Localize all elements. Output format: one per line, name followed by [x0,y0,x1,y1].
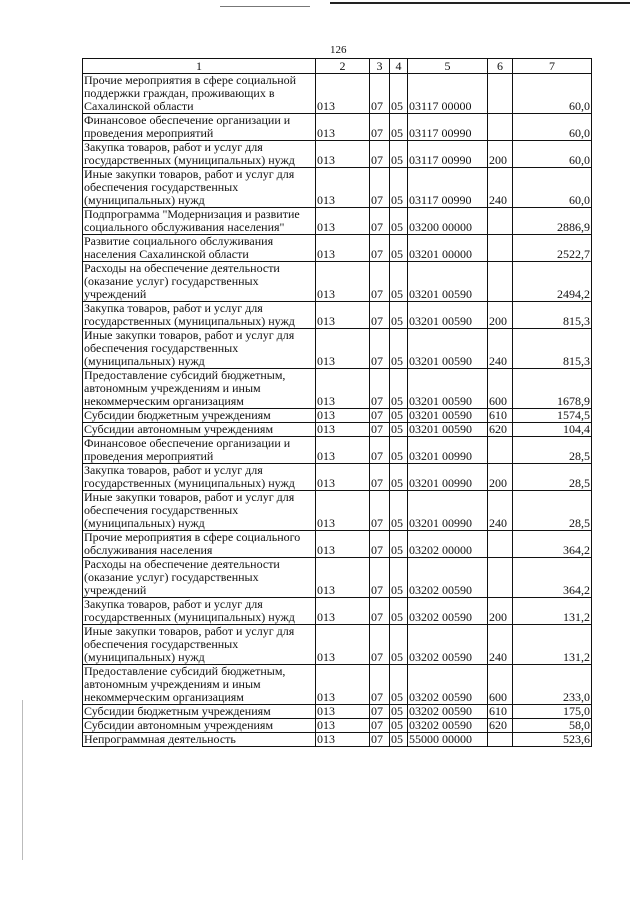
row-name: Непрограммная деятельность [83,733,316,747]
table-row [83,733,592,747]
ministry-code: 013 [316,437,370,464]
ministry-code: 013 [316,705,370,719]
target-article-code: 03117 00990 [408,141,488,168]
table-row [83,665,592,705]
table-row [83,625,592,665]
target-article-code: 03202 00590 [408,665,488,705]
amount: 28,5 [513,464,592,491]
table-row [83,598,592,625]
target-article-code: 03202 00590 [408,705,488,719]
row-name: Закупка товаров, работ и услуг для государственных (муниципальных) нужд [83,141,316,168]
ministry-code: 013 [316,598,370,625]
table-row [83,464,592,491]
ministry-code: 013 [316,409,370,423]
scan-edge-mark [22,700,23,860]
subsection-code: 05 [390,625,408,665]
subsection-code: 05 [390,491,408,531]
ministry-code: 013 [316,302,370,329]
row-name: Расходы на обеспечение деятельности (оказание услуг) государственных учреждений [83,558,316,598]
row-name: Развитие социального обслуживания населения Сахалинской области [83,235,316,262]
budget-table [82,58,592,747]
expense-type-code [488,262,513,302]
expense-type-code: 240 [488,329,513,369]
expense-type-code [488,558,513,598]
column-header: 1 [83,59,316,74]
ministry-code: 013 [316,719,370,733]
target-article-code: 03201 00590 [408,302,488,329]
amount: 1574,5 [513,409,592,423]
expense-type-code: 200 [488,598,513,625]
table-row [83,208,592,235]
target-article-code: 03201 00590 [408,369,488,409]
expense-type-code: 620 [488,423,513,437]
table-row [83,168,592,208]
expense-type-code: 200 [488,302,513,329]
amount: 815,3 [513,302,592,329]
table-row [83,531,592,558]
target-article-code: 03201 00590 [408,329,488,369]
expense-type-code: 240 [488,168,513,208]
table-row [83,74,592,114]
amount: 2522,7 [513,235,592,262]
row-name: Субсидии автономным учреждениям [83,423,316,437]
amount: 2886,9 [513,208,592,235]
amount: 1678,9 [513,369,592,409]
target-article-code: 03202 00590 [408,558,488,598]
row-name: Предоставление субсидий бюджетным, автономным учреждениям и иным некоммерческим организациям [83,369,316,409]
expense-type-code: 240 [488,625,513,665]
section-code: 07 [370,531,390,558]
ministry-code: 013 [316,558,370,598]
section-code: 07 [370,665,390,705]
row-name: Прочие мероприятия в сфере социальной поддержки граждан, проживающих в Сахалинской области [83,74,316,114]
section-code: 07 [370,719,390,733]
subsection-code: 05 [390,302,408,329]
table-body [83,74,592,747]
amount: 131,2 [513,598,592,625]
subsection-code: 05 [390,423,408,437]
expense-type-code: 600 [488,369,513,409]
row-name: Иные закупки товаров, работ и услуг для обеспечения государственных (муниципальных) нужд [83,491,316,531]
table-row [83,114,592,141]
expense-type-code [488,531,513,558]
header-row [83,59,592,74]
table-row [83,302,592,329]
amount: 523,6 [513,733,592,747]
row-name: Субсидии автономным учреждениям [83,719,316,733]
amount: 364,2 [513,558,592,598]
target-article-code: 03202 00590 [408,625,488,665]
subsection-code: 05 [390,665,408,705]
target-article-code: 03201 00990 [408,464,488,491]
subsection-code: 05 [390,235,408,262]
subsection-code: 05 [390,141,408,168]
section-code: 07 [370,423,390,437]
table-row [83,369,592,409]
table-row [83,719,592,733]
subsection-code: 05 [390,705,408,719]
expense-type-code [488,208,513,235]
expense-type-code [488,235,513,262]
section-code: 07 [370,705,390,719]
ministry-code: 013 [316,733,370,747]
subsection-code: 05 [390,329,408,369]
section-code: 07 [370,74,390,114]
row-name: Финансовое обеспечение организации и проведения мероприятий [83,114,316,141]
ministry-code: 013 [316,262,370,302]
subsection-code: 05 [390,437,408,464]
section-code: 07 [370,464,390,491]
table-row [83,409,592,423]
target-article-code: 03200 00000 [408,208,488,235]
row-name: Субсидии бюджетным учреждениям [83,705,316,719]
column-header: 7 [513,59,592,74]
subsection-code: 05 [390,464,408,491]
amount: 131,2 [513,625,592,665]
amount: 28,5 [513,437,592,464]
row-name: Закупка товаров, работ и услуг для государственных (муниципальных) нужд [83,302,316,329]
ministry-code: 013 [316,235,370,262]
expense-type-code [488,733,513,747]
ministry-code: 013 [316,625,370,665]
target-article-code: 03201 00590 [408,423,488,437]
target-article-code: 55000 00000 [408,733,488,747]
target-article-code: 03201 00590 [408,262,488,302]
subsection-code: 05 [390,719,408,733]
section-code: 07 [370,733,390,747]
row-name: Иные закупки товаров, работ и услуг для обеспечения государственных (муниципальных) нужд [83,168,316,208]
table-row [83,423,592,437]
table-row [83,437,592,464]
section-code: 07 [370,369,390,409]
row-name: Иные закупки товаров, работ и услуг для обеспечения государственных (муниципальных) нужд [83,329,316,369]
section-code: 07 [370,302,390,329]
target-article-code: 03201 00990 [408,491,488,531]
ministry-code: 013 [316,369,370,409]
amount: 815,3 [513,329,592,369]
section-code: 07 [370,437,390,464]
subsection-code: 05 [390,74,408,114]
section-code: 07 [370,329,390,369]
column-header: 3 [370,59,390,74]
column-header: 4 [390,59,408,74]
table-row [83,558,592,598]
amount: 58,0 [513,719,592,733]
subsection-code: 05 [390,409,408,423]
expense-type-code: 610 [488,409,513,423]
amount: 364,2 [513,531,592,558]
amount: 28,5 [513,491,592,531]
section-code: 07 [370,598,390,625]
subsection-code: 05 [390,733,408,747]
ministry-code: 013 [316,329,370,369]
amount: 175,0 [513,705,592,719]
section-code: 07 [370,141,390,168]
column-header: 5 [408,59,488,74]
section-code: 07 [370,168,390,208]
row-name: Расходы на обеспечение деятельности (оказание услуг) государственных учреждений [83,262,316,302]
ministry-code: 013 [316,491,370,531]
ministry-code: 013 [316,423,370,437]
section-code: 07 [370,262,390,302]
page-number: 126 [330,44,347,56]
section-code: 07 [370,409,390,423]
subsection-code: 05 [390,531,408,558]
target-article-code: 03201 00000 [408,235,488,262]
expense-type-code: 600 [488,665,513,705]
target-article-code: 03201 00990 [408,437,488,464]
expense-type-code: 610 [488,705,513,719]
target-article-code: 03202 00590 [408,598,488,625]
table-row [83,329,592,369]
row-name: Подпрограмма "Модернизация и развитие социального обслуживания населения" [83,208,316,235]
expense-type-code [488,114,513,141]
ministry-code: 013 [316,74,370,114]
target-article-code: 03117 00990 [408,168,488,208]
expense-type-code [488,437,513,464]
row-name: Предоставление субсидий бюджетным, автономным учреждениям и иным некоммерческим организациям [83,665,316,705]
target-article-code: 03201 00590 [408,409,488,423]
section-code: 07 [370,114,390,141]
ministry-code: 013 [316,114,370,141]
row-name: Иные закупки товаров, работ и услуг для обеспечения государственных (муниципальных) нужд [83,625,316,665]
section-code: 07 [370,558,390,598]
ministry-code: 013 [316,141,370,168]
target-article-code: 03117 00990 [408,114,488,141]
scan-border-line [220,6,310,7]
column-header: 6 [488,59,513,74]
expense-type-code: 200 [488,464,513,491]
section-code: 07 [370,625,390,665]
subsection-code: 05 [390,369,408,409]
subsection-code: 05 [390,168,408,208]
amount: 60,0 [513,114,592,141]
subsection-code: 05 [390,558,408,598]
target-article-code: 03202 00590 [408,719,488,733]
ministry-code: 013 [316,531,370,558]
target-article-code: 03202 00000 [408,531,488,558]
expense-type-code [488,74,513,114]
row-name: Закупка товаров, работ и услуг для государственных (муниципальных) нужд [83,464,316,491]
scan-border-line [330,2,630,4]
amount: 60,0 [513,74,592,114]
subsection-code: 05 [390,208,408,235]
section-code: 07 [370,208,390,235]
expense-type-code: 240 [488,491,513,531]
section-code: 07 [370,235,390,262]
subsection-code: 05 [390,598,408,625]
target-article-code: 03117 00000 [408,74,488,114]
table-row [83,235,592,262]
ministry-code: 013 [316,208,370,235]
expense-type-code: 620 [488,719,513,733]
subsection-code: 05 [390,114,408,141]
ministry-code: 013 [316,464,370,491]
section-code: 07 [370,491,390,531]
table-row [83,491,592,531]
amount: 2494,2 [513,262,592,302]
table-row [83,141,592,168]
amount: 233,0 [513,665,592,705]
row-name: Субсидии бюджетным учреждениям [83,409,316,423]
amount: 104,4 [513,423,592,437]
expense-type-code: 200 [488,141,513,168]
ministry-code: 013 [316,665,370,705]
table-row [83,705,592,719]
column-header: 2 [316,59,370,74]
row-name: Закупка товаров, работ и услуг для государственных (муниципальных) нужд [83,598,316,625]
row-name: Финансовое обеспечение организации и проведения мероприятий [83,437,316,464]
ministry-code: 013 [316,168,370,208]
amount: 60,0 [513,141,592,168]
table-row [83,262,592,302]
row-name: Прочие мероприятия в сфере социального обслуживания населения [83,531,316,558]
subsection-code: 05 [390,262,408,302]
amount: 60,0 [513,168,592,208]
